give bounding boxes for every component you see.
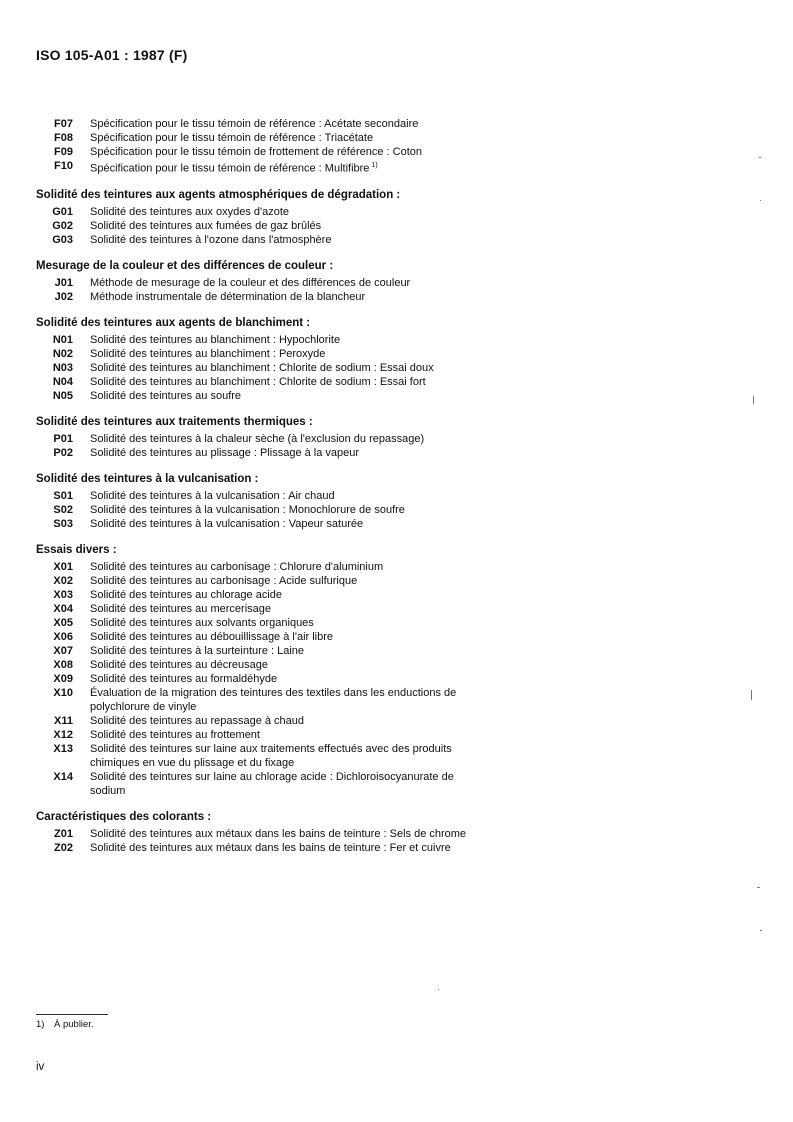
list-item <box>36 574 506 588</box>
section-heading: Solidité des teintures à la vulcanisation : <box>36 472 259 485</box>
footnote <box>36 1019 94 1030</box>
list-item <box>36 658 506 672</box>
item-text: Solidité des teintures à la vulcanisation : Air chaud <box>90 489 335 502</box>
item-text: Solidité des teintures aux oxydes d'azote <box>90 205 289 218</box>
item-text: Solidité des teintures au mercerisage <box>90 602 271 615</box>
item-text: Solidité des teintures au blanchiment : Chlorite de sodium : Essai doux <box>90 361 434 374</box>
item-code: N04 <box>52 375 73 388</box>
item-text: Méthode de mesurage de la couleur et des différences de couleur <box>90 276 411 289</box>
list-item <box>36 159 506 176</box>
list-item <box>36 602 506 616</box>
list-item <box>36 714 506 728</box>
list-item <box>36 728 506 742</box>
section-heading: Solidité des teintures aux agents atmosphériques de dégradation : <box>36 188 401 201</box>
item-code: J02 <box>54 290 73 303</box>
section-heading: Caractéristiques des colorants : <box>36 810 212 823</box>
item-code: X10 <box>53 686 73 699</box>
scan-speck <box>751 690 752 700</box>
footnote-text: À publier. <box>54 1019 94 1030</box>
list-item <box>36 446 506 460</box>
list-item <box>36 742 506 770</box>
section-heading: Essais divers : <box>36 543 117 556</box>
sections <box>36 188 506 855</box>
list-item <box>36 117 506 131</box>
item-code: S03 <box>53 517 73 530</box>
list-item <box>36 290 506 304</box>
item-text: Solidité des teintures au repassage à chaud <box>90 714 305 727</box>
item-code: Z01 <box>54 827 73 840</box>
item-text: Spécification pour le tissu témoin de référence : Acétate secondaire <box>90 118 419 130</box>
item-code: X12 <box>53 728 73 741</box>
list-item <box>36 616 506 630</box>
item-text: Spécification pour le tissu témoin de frottement de référence : Coton <box>90 146 423 158</box>
item-text: Solidité des teintures aux solvants organiques <box>90 616 314 629</box>
item-text: Solidité des teintures au carbonisage : Acide sulfurique <box>90 574 358 587</box>
item-text: Solidité des teintures au formaldéhyde <box>90 672 278 685</box>
item-text: Solidité des teintures au blanchiment : Chlorite de sodium : Essai fort <box>90 375 426 388</box>
list-item <box>36 489 506 503</box>
item-code: X07 <box>53 644 73 657</box>
list-item <box>36 276 506 290</box>
section-heading: Mesurage de la couleur et des différences de couleur : <box>36 259 334 272</box>
footnote-divider <box>36 1014 108 1015</box>
item-code: N05 <box>52 389 73 402</box>
section-heading: Solidité des teintures aux traitements thermiques : <box>36 415 313 428</box>
scan-speck <box>759 157 761 158</box>
intro-list <box>36 117 506 176</box>
item-text-with-note <box>90 159 490 176</box>
list-item <box>36 145 506 159</box>
item-text: Solidité des teintures au décreusage <box>90 658 268 671</box>
item-text: Solidité des teintures aux fumées de gaz brûlés <box>90 219 322 232</box>
item-text: Solidité des teintures à la surteinture : Laine <box>90 644 305 657</box>
list-item <box>36 219 506 233</box>
scan-speck <box>760 930 762 931</box>
scan-speck <box>438 989 439 990</box>
item-code: F10 <box>54 160 73 172</box>
item-code: F08 <box>54 132 73 144</box>
item-code: X08 <box>53 658 73 671</box>
item-code: X14 <box>53 770 73 783</box>
item-code: G03 <box>52 233 73 246</box>
section <box>36 810 506 855</box>
item-text: Méthode instrumentale de détermination de la blancheur <box>90 290 366 303</box>
item-code: G01 <box>52 205 73 218</box>
item-code: X01 <box>53 560 73 573</box>
item-code: X11 <box>54 714 73 727</box>
item-text: Solidité des teintures au soufre <box>90 389 242 402</box>
list-item <box>36 205 506 219</box>
list-item <box>36 630 506 644</box>
list-item <box>36 827 506 841</box>
list-item <box>36 389 506 403</box>
list-item <box>36 672 506 686</box>
list-item <box>36 432 506 446</box>
item-code: X03 <box>53 588 73 601</box>
item-code: N02 <box>52 347 73 360</box>
item-text: Spécification pour le tissu témoin de référence : Triacétate <box>90 132 374 144</box>
list-item <box>36 347 506 361</box>
list-item <box>36 503 506 517</box>
list-item <box>36 686 506 714</box>
item-text: Solidité des teintures au chlorage acide <box>90 588 283 601</box>
list-item <box>36 644 506 658</box>
item-code: P01 <box>53 432 73 445</box>
item-text: Solidité des teintures aux métaux dans les bains de teinture : Sels de chrome <box>90 827 467 840</box>
list-item <box>36 375 506 389</box>
item-text: Solidité des teintures aux métaux dans les bains de teinture : Fer et cuivre <box>90 841 451 854</box>
section <box>36 316 506 403</box>
item-text: Solidité des teintures à l'ozone dans l'atmosphère <box>90 233 332 246</box>
item-code: F07 <box>54 118 73 130</box>
item-code: G02 <box>52 219 73 232</box>
item-text: Solidité des teintures au blanchiment : Hypochlorite <box>90 333 341 346</box>
item-code: X13 <box>53 742 73 755</box>
list-item <box>36 517 506 531</box>
item-text: Spécification pour le tissu témoin de référence : Multifibre <box>90 162 370 175</box>
section-heading: Solidité des teintures aux agents de blanchiment : <box>36 316 311 329</box>
list-item <box>36 841 506 855</box>
item-text: Solidité des teintures au carbonisage : Chlorure d'aluminium <box>90 560 384 573</box>
item-code: X06 <box>53 630 73 643</box>
item-text: Solidité des teintures à la vulcanisation : Vapeur saturée <box>90 517 364 530</box>
item-text: Évaluation de la migration des teintures des textiles dans les enductions de polychlorure de vinyle <box>90 686 457 713</box>
footnote-reference: 1) <box>371 162 378 169</box>
item-text: Solidité des teintures au plissage : Plissage à la vapeur <box>90 446 360 459</box>
list-item <box>36 560 506 574</box>
item-text: Solidité des teintures sur laine au chlorage acide : Dichloroisocyanurate de sodium <box>90 770 454 797</box>
scan-speck <box>757 887 760 888</box>
item-text: Solidité des teintures à la chaleur sèche (à l'exclusion du repassage) <box>90 432 425 445</box>
item-text: Solidité des teintures au débouillissage à l'air libre <box>90 630 334 643</box>
scan-speck <box>760 200 761 201</box>
section <box>36 259 506 304</box>
item-code: X05 <box>53 616 73 629</box>
item-code: X04 <box>53 602 73 615</box>
item-code: S01 <box>53 489 73 502</box>
item-code: N03 <box>52 361 73 374</box>
section <box>36 543 506 798</box>
list-item <box>36 233 506 247</box>
list-item <box>36 770 506 798</box>
content <box>36 117 506 855</box>
section <box>36 188 506 247</box>
item-text: Solidité des teintures à la vulcanisation : Monochlorure de soufre <box>90 503 405 516</box>
item-code: X02 <box>53 574 73 587</box>
footnote-mark: 1) <box>36 1019 45 1030</box>
section <box>36 415 506 460</box>
item-code: X09 <box>53 672 73 685</box>
scan-speck <box>753 396 754 404</box>
item-code: J01 <box>54 276 73 289</box>
document-header: ISO 105-A01 : 1987 (F) <box>36 47 188 63</box>
item-code: P02 <box>53 446 73 459</box>
item-code: Z02 <box>54 841 73 854</box>
list-item <box>36 333 506 347</box>
section <box>36 472 506 531</box>
list-item <box>36 588 506 602</box>
item-code: S02 <box>53 503 73 516</box>
item-text: Solidité des teintures au blanchiment : Peroxyde <box>90 347 326 360</box>
item-text: Solidité des teintures au frottement <box>90 728 260 741</box>
item-code: N01 <box>52 333 73 346</box>
item-code: F09 <box>54 146 73 158</box>
item-text: Solidité des teintures sur laine aux traitements effectués avec des produits chimiques en vue du plissage et du fixage <box>90 742 452 769</box>
list-item <box>36 361 506 375</box>
list-item <box>36 131 506 145</box>
page-number: iv <box>36 1061 45 1073</box>
